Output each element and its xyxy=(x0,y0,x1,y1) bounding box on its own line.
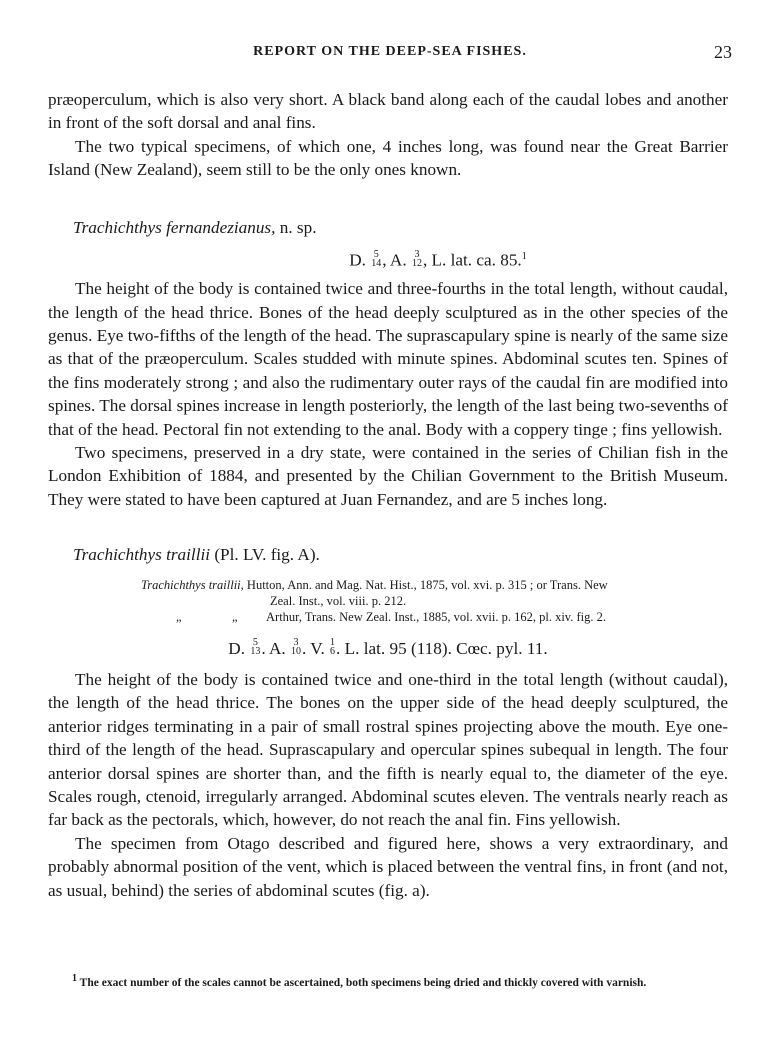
fraction-numerator: 5 xyxy=(373,248,379,260)
formula-d-label: D. xyxy=(228,638,250,658)
paragraph-description-traillii: The height of the body is contained twice and one-third in the total length (without caudal), the length of the head thrice. The bones on the upper side of the head deeply sculptured, the anterior ridges terminating in a pair of small rostral spines projecting above the mouth. Eye one-third of the length of the head. Suprascapulary and opercular spines subequal in length. The four anterior dorsal spines are shorter than, and the fifth is nearly equal to, the diameter of the eye. Scales rough, ctenoid, irregularly arranged. Abdominal scutes eleven. The ventrals nearly reach as far back as the pectorals, which, however, do not reach the anal fin. Fins yellowish. xyxy=(48,670,728,830)
species-heading-traillii xyxy=(48,543,728,566)
species-name: Trachichthys fernandezianus, xyxy=(73,217,276,237)
synonymy-reference: Hutton, Ann. and Mag. Nat. Hist., 1875, vol. xvi. p. 315 ; or Trans. New xyxy=(243,577,608,592)
synonymy-line-3 xyxy=(48,609,728,625)
fraction-denominator: 13 xyxy=(250,645,261,657)
running-header xyxy=(48,44,732,68)
fraction-d xyxy=(371,250,381,268)
running-title: REPORT ON THE DEEP-SEA FISHES. xyxy=(253,44,527,59)
synonymy-line-2: Zeal. Inst., vol. viii. p. 212. xyxy=(270,593,407,608)
formula-v-label: . V. xyxy=(301,638,330,658)
page-number: 23 xyxy=(714,42,732,62)
synonymy-line-1 xyxy=(48,577,728,593)
fraction-denominator: 6 xyxy=(330,645,336,657)
formula-rest: . L. lat. 95 (118). Cœc. pyl. 11. xyxy=(336,638,548,658)
species-suffix: (Pl. LV. fig. A). xyxy=(210,545,320,565)
synonymy-reference: Arthur, Trans. New Zeal. Inst., 1885, vol. xvii. p. 162, pl. xiv. fig. 2. xyxy=(266,609,606,624)
fraction-d xyxy=(250,638,260,656)
ditto-mark: „ xyxy=(232,609,238,624)
formula-d-label: D. xyxy=(349,250,371,270)
fraction-denominator: 12 xyxy=(411,257,422,269)
fin-formula-fernandezianus xyxy=(48,245,728,272)
fraction-v xyxy=(330,638,335,656)
paragraph-continuation: præoperculum, which is also very short. A black band along each of the caudal lobes and another in front of the soft dorsal and anal fins. xyxy=(48,90,728,133)
synonymy-taxon: Trachichthys traillii, xyxy=(141,577,244,592)
species-name: Trachichthys traillii xyxy=(73,545,211,565)
footnote-text: The exact number of the scales cannot be ascertained, both specimens being dried and thickly covered with varnish. xyxy=(77,976,647,989)
formula-a-label: , A. xyxy=(382,250,411,270)
fraction-numerator: 3 xyxy=(414,248,420,260)
paragraph-specimens-fernandezianus: Two specimens, preserved in a dry state, were contained in the series of Chilian fish in the London Exhibition of 1884, and presented by the Chilian Government to the British Museum. They were stated to have been captured at Juan Fernandez, and are 5 inches long. xyxy=(48,443,728,509)
fraction-numerator: 1 xyxy=(330,636,336,648)
fraction-a xyxy=(412,250,422,268)
fraction-numerator: 3 xyxy=(293,636,299,648)
formula-rest: , L. lat. ca. 85. xyxy=(422,250,522,270)
fraction-denominator: 10 xyxy=(290,645,301,657)
paragraph-typical-specimens: The two typical specimens, of which one, 4 inches long, was found near the Great Barrier Island (New Zealand), seem still to be the only ones known. xyxy=(48,136,728,180)
fraction-a xyxy=(291,638,301,656)
footnote-mark: 1 xyxy=(72,973,77,984)
fraction-numerator: 5 xyxy=(252,636,258,648)
footnote-reference: 1 xyxy=(521,251,527,263)
paragraph-description-fernandezianus: The height of the body is contained twice and three-fourths in the total length, without caudal, the length of the head thrice. Bones of the head deeply sculptured as in the other species of the genus. Eye two-fifths of the length of the head. The suprascapulary spine is nearly of the same size as that of the præoperculum. Scales studded with minute spines. Abdominal scutes ten. Spines of the fins moderately strong ; and also the rudimentary outer rays of the caudal fin are modified into spines. The dorsal spines increase in length posteriorly, the length of the last being two-sevenths of that of the head. Pectoral fin not extending to the anal. Body with a coppery tinge ; fins yellowish. xyxy=(48,279,728,439)
text-body xyxy=(48,88,728,902)
species-heading-fernandezianus xyxy=(48,216,728,239)
fraction-denominator: 14 xyxy=(371,257,382,269)
formula-a-label: . A. xyxy=(261,638,290,658)
synonymy-block xyxy=(48,577,728,625)
paragraph-specimen-note-traillii: The specimen from Otago described and figured here, shows a very extraordinary, and probably abnormal position of the vent, which is placed between the ventral fins, in front (and not, as usual, behind) the series of abdominal scutes (fig. a). xyxy=(48,833,728,900)
ditto-mark: „ xyxy=(176,609,182,624)
species-suffix: n. sp. xyxy=(275,217,317,237)
footnote xyxy=(72,973,732,989)
fin-formula-traillii xyxy=(48,637,728,660)
